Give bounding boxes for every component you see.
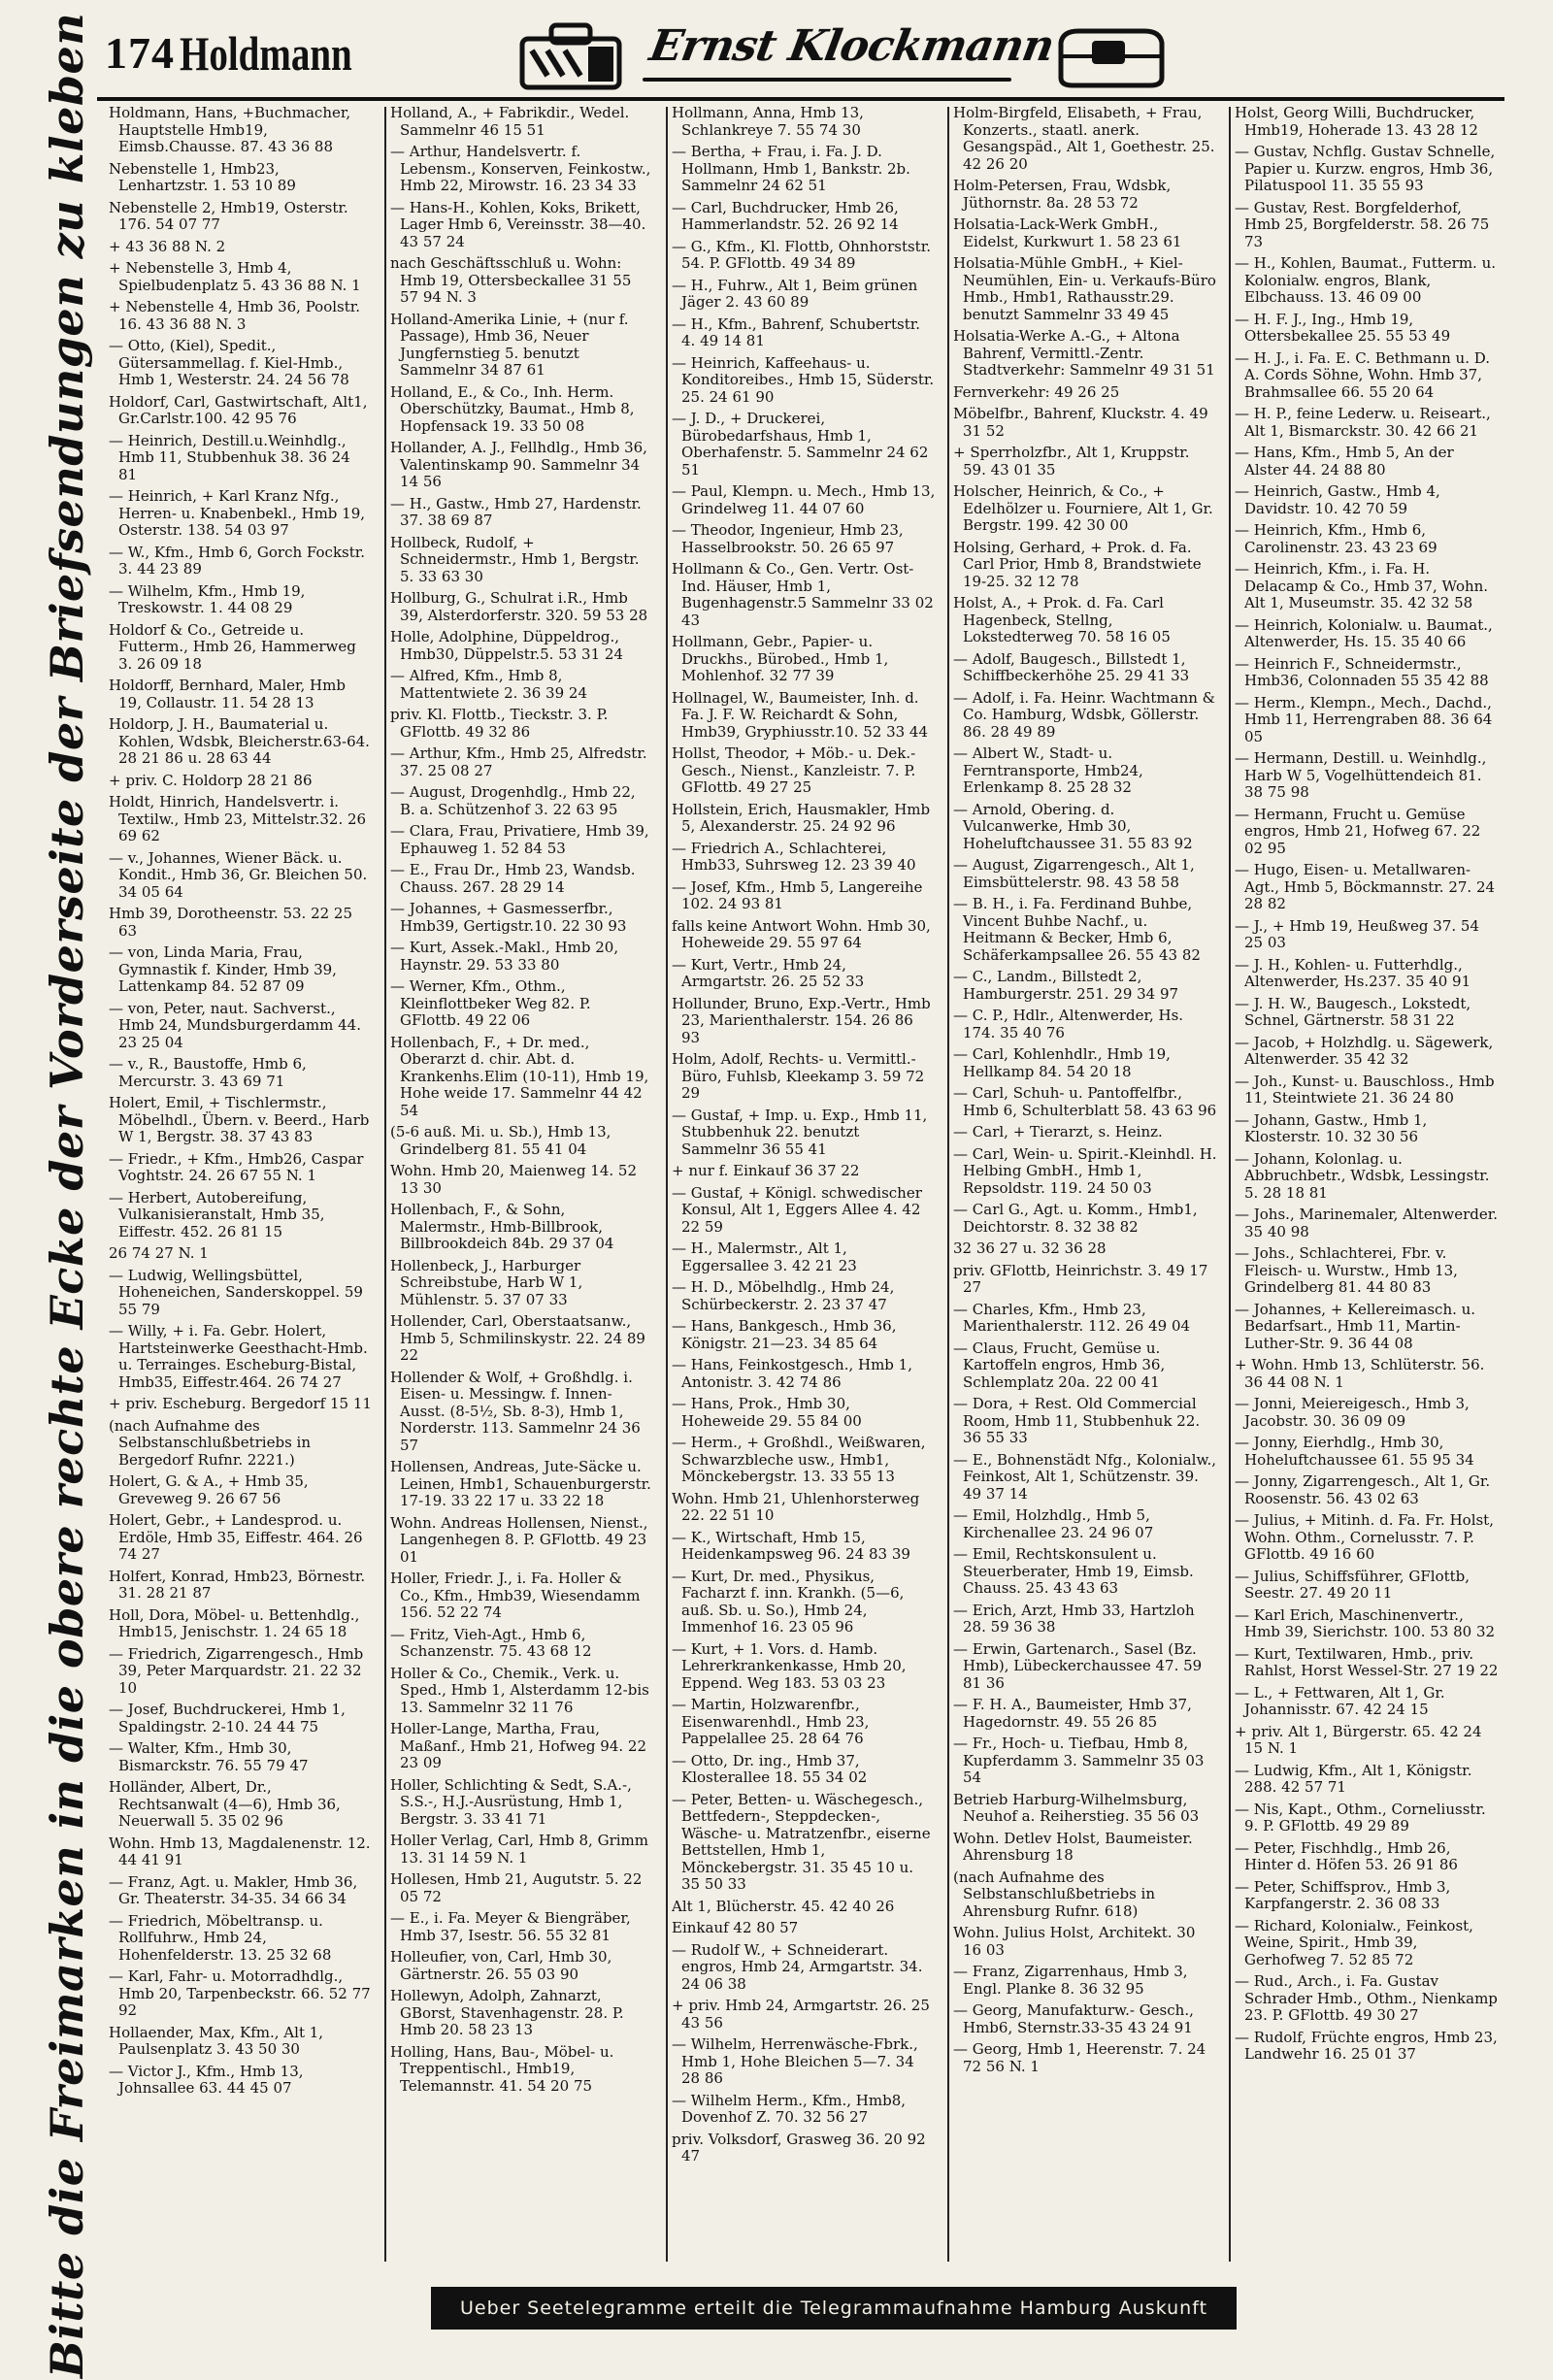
directory-entry: — Heinrich, Kolonialw. u. Baumat., Altenwerder, Hs. 15. 35 40 66 bbox=[1235, 615, 1493, 650]
running-head: Holdmann bbox=[180, 26, 352, 81]
directory-entry: — Gustav, Rest. Borgfelderhof, Hmb 25, Borgfelderstr. 58. 26 75 73 bbox=[1235, 198, 1490, 250]
directory-entry: — E., Bohnenstädt Nfg., Kolonialw., Feinkost, Alt 1, Schützenstr. 39. 49 37 14 bbox=[953, 1450, 1217, 1503]
directory-entry: Hollesen, Hmb 21, Augutstr. 5. 22 05 72 bbox=[390, 1870, 643, 1905]
directory-columns bbox=[109, 105, 1497, 2269]
directory-entry: — Heinrich F., Schneidermstr., Hmb36, Colonnaden 55 35 42 88 bbox=[1235, 654, 1489, 689]
directory-entry: Wohn. Hmb 21, Uhlenhorsterweg 22. 22 51 10 bbox=[672, 1489, 920, 1524]
directory-entry: — Hermann, Destill. u. Weinhdlg., Harb W 5, Vogelhüttendeich 81. 38 75 98 bbox=[1235, 749, 1487, 801]
directory-entry: Holert, Emil, + Tischlermstr., Möbelhdl., Übern. v. Beerd., Harb W 1, Bergstr. 38. 37 43 83 bbox=[109, 1094, 370, 1145]
directory-entry: Hollensen, Andreas, Jute-Säcke u. Leinen, Hmb1, Schauenburgerstr. 17-19. 33 22 17 u. 33 22 18 bbox=[390, 1458, 651, 1509]
directory-entry: — Herm., Klempn., Mech., Dachd., Hmb 11, Herrengraben 88. 36 64 05 bbox=[1235, 693, 1493, 745]
directory-entry: Hollenbach, F., & Sohn, Malermstr., Hmb-Billbrook, Billbrookdeich 84b. 29 37 04 bbox=[390, 1201, 614, 1252]
column-1 bbox=[109, 105, 373, 2269]
directory-entry: — H. J., i. Fa. E. C. Bethmann u. D. A. Cords Söhne, Wohn. Hmb 37, Brahmsallee 66. 55 20 64 bbox=[1235, 348, 1491, 401]
directory-entry: Hollstein, Erich, Hausmakler, Hmb 5, Alexanderstr. 25. 24 92 96 bbox=[672, 800, 931, 835]
directory-entry: — von, Peter, naut. Sachverst., Hmb 24, Mundsburgerdamm 44. 23 25 04 bbox=[109, 999, 361, 1051]
directory-entry: + priv. C. Holdorp 28 21 86 bbox=[109, 771, 313, 789]
directory-entry: Alt 1, Blücherstr. 45. 42 40 26 bbox=[672, 1897, 895, 1915]
directory-entry: — E., i. Fa. Meyer & Biengräber, Hmb 37, Isestr. 56. 55 32 81 bbox=[390, 1909, 631, 1944]
directory-entry: (nach Aufnahme des Selbstanschlußbetriebs in Ahrensburg Rufnr. 618) bbox=[953, 1868, 1155, 1920]
directory-entry: Hollmann & Co., Gen. Vertr. Ost-Ind. Häuser, Hmb 1, Bugenhagenstr.5 Sammelnr 33 02 43 bbox=[672, 560, 934, 629]
directory-entry: — Georg, Manufakturw.- Gesch., Hmb6, Sternstr.33-35 43 24 91 bbox=[953, 2001, 1194, 2036]
directory-entry: — L., + Fettwaren, Alt 1, Gr. Johannisstr. 67. 42 24 15 bbox=[1235, 1683, 1445, 1718]
directory-entry: Hollaender, Max, Kfm., Alt 1, Paulsenplatz 3. 43 50 30 bbox=[109, 2023, 324, 2058]
page-header bbox=[0, 0, 1553, 107]
directory-entry: Holdorf, Carl, Gastwirtschaft, Alt1, Gr.Carlstr.100. 42 95 76 bbox=[109, 392, 368, 427]
directory-entry: — C., Landm., Billstedt 2, Hamburgerstr. 251. 29 34 97 bbox=[953, 968, 1179, 1003]
directory-entry: — B. H., i. Fa. Ferdinand Buhbe, Vincent Buhbe Nachf., u. Heitmann & Becker, Hmb 6, Schäferkampsallee 26. 55 43 82 bbox=[953, 895, 1201, 964]
directory-entry: Möbelfbr., Bahrenf, Kluckstr. 4. 49 31 52 bbox=[953, 405, 1208, 440]
directory-entry: Holdorp, J. H., Baumaterial u. Kohlen, Wdsbk, Bleicherstr.63-64. 28 21 86 u. 28 63 44 bbox=[109, 715, 370, 767]
brand-logo: Ernst Klockmann bbox=[645, 21, 1058, 71]
column-2 bbox=[390, 105, 654, 2269]
directory-entry: Einkauf 42 80 57 bbox=[672, 1919, 799, 1936]
directory-entry: Hollunder, Bruno, Exp.-Vertr., Hmb 23, Marienthalerstr. 154. 26 86 93 bbox=[672, 994, 931, 1046]
directory-entry: Hollburg, G., Schulrat i.R., Hmb 39, Alsterdorferstr. 320. 59 53 28 bbox=[390, 589, 648, 624]
directory-entry: — H., Malermstr., Alt 1, Eggersallee 3. 42 21 23 bbox=[672, 1240, 857, 1274]
directory-entry: — Adolf, Baugesch., Billstedt 1, Schiffbeckerhöhe 25. 29 41 33 bbox=[953, 649, 1190, 684]
directory-entry: — Richard, Kolonialw., Feinkost, Weine, Spirit., Hmb 39, Gerhofweg 7. 52 85 72 bbox=[1235, 1916, 1473, 1968]
directory-entry: — Kurt, Assek.-Makl., Hmb 20, Haynstr. 29. 53 33 80 bbox=[390, 939, 619, 974]
directory-entry: Holler Verlag, Carl, Hmb 8, Grimm 13. 31 14 59 N. 1 bbox=[390, 1832, 648, 1867]
directory-entry: Holleufier, von, Carl, Hmb 30, Gärtnerstr. 26. 55 03 90 bbox=[390, 1948, 612, 1983]
directory-entry: falls keine Antwort Wohn. Hmb 30, Hoheweide 29. 55 97 64 bbox=[672, 916, 931, 951]
directory-entry: priv. Volksdorf, Grasweg 36. 20 92 47 bbox=[672, 2130, 926, 2165]
directory-entry: Holler-Lange, Martha, Frau, Maßanf., Hmb 21, Hofweg 94. 22 23 09 bbox=[390, 1720, 647, 1771]
directory-entry: — Arnold, Obering. d. Vulcanwerke, Hmb 30, Hoheluftchaussee 31. 55 83 92 bbox=[953, 800, 1193, 852]
directory-entry: — Kurt, Textilwaren, Hmb., priv. Rahlst, Horst Wessel-Str. 27 19 22 bbox=[1235, 1644, 1499, 1679]
directory-entry: — Peter, Fischhdlg., Hmb 26, Hinter d. Höfen 53. 26 91 86 bbox=[1235, 1838, 1458, 1873]
directory-entry: Wohn. Andreas Hollensen, Nienst., Langenhegen 8. P. GFlottb. 49 23 01 bbox=[390, 1513, 648, 1566]
directory-entry: — Wilhelm Herm., Kfm., Hmb8, Dovenhof Z. 70. 32 56 27 bbox=[672, 2091, 907, 2126]
directory-entry: — Herm., + Großhdl., Weißwaren, Schwarzbleche usw., Hmb1, Mönckebergstr. 13. 33 55 13 bbox=[672, 1434, 926, 1485]
directory-entry: — Karl Erich, Maschinenvertr., Hmb 39, Sierichstr. 100. 53 80 32 bbox=[1235, 1605, 1496, 1640]
directory-entry: Holländer, Albert, Dr., Rechtsanwalt (4—6), Hmb 36, Neuerwall 5. 35 02 96 bbox=[109, 1778, 341, 1830]
directory-entry: — Heinrich, + Karl Kranz Nfg., Herren- u. Knabenbekl., Hmb 19, Osterstr. 138. 54 03 97 bbox=[109, 487, 366, 539]
directory-entry: 26 74 27 N. 1 bbox=[109, 1244, 209, 1262]
directory-entry: — Johannes, + Kellereimasch. u. Bedarfsart., Hmb 11, Martin-Luther-Str. 9. 36 44 08 bbox=[1235, 1300, 1476, 1352]
directory-entry: + Wohn. Hmb 13, Schlüterstr. 56. 36 44 08 N. 1 bbox=[1235, 1356, 1485, 1391]
directory-entry: — Jonny, Zigarrengesch., Alt 1, Gr. Roosenstr. 56. 43 02 63 bbox=[1235, 1472, 1491, 1507]
directory-entry: Holst, A., + Prok. d. Fa. Carl Hagenbeck, Stellng, Lokstedterweg 70. 58 16 05 bbox=[953, 594, 1171, 645]
directory-entry: — Dora, + Rest. Old Commercial Room, Hmb 11, Stubbenhuk 22. 36 55 33 bbox=[953, 1395, 1201, 1446]
directory-entry: — Werner, Kfm., Othm., Kleinflottbeker Weg 82. P. GFlottb. 49 22 06 bbox=[390, 977, 591, 1029]
directory-entry: — Fritz, Vieh-Agt., Hmb 6, Schanzenstr. 75. 43 68 12 bbox=[390, 1625, 592, 1660]
directory-entry: Holland, A., + Fabrikdir., Wedel. Sammelnr 46 15 51 bbox=[390, 105, 630, 139]
directory-entry: — August, Zigarrengesch., Alt 1, Eimsbüttelerstr. 98. 43 58 58 bbox=[953, 856, 1195, 891]
directory-entry: Wohn. Hmb 13, Magdalenenstr. 12. 44 41 91 bbox=[109, 1834, 371, 1868]
directory-entry: — H., Gastw., Hmb 27, Hardenstr. 37. 38 69 87 bbox=[390, 494, 642, 529]
directory-entry: — Gustaf, + Königl. schwedischer Konsul, Alt 1, Eggers Allee 4. 42 22 59 bbox=[672, 1183, 922, 1236]
directory-entry: — Albert W., Stadt- u. Ferntransporte, Hmb24, Erlenkamp 8. 25 28 32 bbox=[953, 744, 1143, 796]
directory-entry: — Heinrich, Kfm., i. Fa. H. Delacamp & Co., Hmb 37, Wohn. Alt 1, Museumstr. 35. 42 32 58 bbox=[1235, 560, 1489, 612]
directory-entry: — C. P., Hdlr., Altenwerder, Hs. 174. 35 40 76 bbox=[953, 1007, 1184, 1041]
directory-entry: — Clara, Frau, Privatiere, Hmb 39, Ephauweg 1. 52 84 53 bbox=[390, 822, 649, 857]
directory-entry: — Kurt, Dr. med., Physikus, Facharzt f. inn. Krankh. (5—6, auß. Sb. u. So.), Hmb 24, Immenhof 16. 23 05 96 bbox=[672, 1567, 905, 1636]
directory-entry: — Martin, Holzwarenfbr., Eisenwarenhdl., Hmb 23, Pappelallee 25. 28 64 76 bbox=[672, 1696, 870, 1747]
directory-entry: — K., Wirtschaft, Hmb 15, Heidenkampsweg 96. 24 83 39 bbox=[672, 1528, 910, 1563]
directory-entry: — Arthur, Kfm., Hmb 25, Alfredstr. 37. 25 08 27 bbox=[390, 744, 647, 779]
trunk-icon bbox=[1053, 17, 1170, 91]
directory-entry: — Julius, Schiffsführer, GFlottb, Seestr. 27. 49 20 11 bbox=[1235, 1567, 1470, 1602]
directory-entry: — Fr., Hoch- u. Tiefbau, Hmb 8, Kupferdamm 3. Sammelnr 35 03 54 bbox=[953, 1735, 1205, 1786]
directory-entry: — Ludwig, Wellingsbüttel, Hoheneichen, Sanderskoppel. 59 55 79 bbox=[109, 1266, 363, 1318]
directory-entry: Holsing, Gerhard, + Prok. d. Fa. Carl Prior, Hmb 8, Brandstwiete 19-25. 32 12 78 bbox=[953, 538, 1202, 590]
directory-entry: Hmb 39, Dorotheenstr. 53. 22 25 63 bbox=[109, 905, 353, 940]
directory-entry: — F. H. A., Baumeister, Hmb 37, Hagedornstr. 49. 55 26 85 bbox=[953, 1696, 1192, 1731]
directory-entry: — W., Kfm., Hmb 6, Gorch Fockstr. 3. 44 23 89 bbox=[109, 543, 366, 578]
directory-entry: Nebenstelle 2, Hmb19, Osterstr. 176. 54 07 77 bbox=[109, 198, 348, 233]
directory-entry: — Heinrich, Gastw., Hmb 4, Davidstr. 10. 42 70 59 bbox=[1235, 482, 1440, 517]
directory-entry: — Jacob, + Holzhdlg. u. Sägewerk, Altenwerder. 35 42 32 bbox=[1235, 1033, 1494, 1068]
directory-entry: — Johann, Gastw., Hmb 1, Klosterstr. 10. 32 30 56 bbox=[1235, 1110, 1428, 1145]
directory-entry: — Julius, + Mitinh. d. Fa. Fr. Holst, Wohn. Othm., Cornelusstr. 7. P. GFlottb. 49 16 60 bbox=[1235, 1511, 1494, 1563]
footer-banner: Ueber Seetelegramme erteilt die Telegrammaufnahme Hamburg Auskunft bbox=[431, 2287, 1237, 2330]
directory-entry: — Josef, Kfm., Hmb 5, Langereihe 102. 24 93 81 bbox=[672, 877, 923, 912]
directory-entry: — J. H., Kohlen- u. Futterhdlg., Altenwerder, Hs.237. 35 40 91 bbox=[1235, 955, 1471, 990]
directory-entry: nach Geschäftsschluß u. Wohn: Hmb 19, Ottersbeckallee 31 55 57 94 N. 3 bbox=[390, 254, 632, 306]
directory-entry: — Peter, Schiffsprov., Hmb 3, Karpfangerstr. 2. 36 08 33 bbox=[1235, 1877, 1451, 1912]
directory-entry: — Willy, + i. Fa. Gebr. Holert, Hartsteinwerke Geesthacht-Hmb. u. Terrainges. Escheburg-Bistal, Hmb35, Eiffestr.464. 26 74 27 bbox=[109, 1322, 368, 1391]
directory-entry: — v., Johannes, Wiener Bäck. u. Kondit., Hmb 36, Gr. Bleichen 50. 34 05 64 bbox=[109, 848, 368, 901]
directory-entry: — Peter, Betten- u. Wäschegesch., Bettfedern-, Steppdecken-, Wäsche- u. Matratzenfbr., eiserne Bettstellen, Hmb 1, Mönckebergstr. 31. 35 45 10 u. 35 50 33 bbox=[672, 1790, 931, 1893]
directory-entry: Nebenstelle 1, Hmb23, Lenhartzstr. 1. 53 10 89 bbox=[109, 159, 296, 194]
directory-entry: Wohn. Detlev Holst, Baumeister. Ahrensburg 18 bbox=[953, 1829, 1193, 1864]
directory-entry: Hollst, Theodor, + Möb.- u. Dek.-Gesch., Nienst., Kanzleistr. 7. P. GFlottb. 49 27 25 bbox=[672, 744, 916, 796]
directory-entry: — Jonny, Eierhdlg., Hmb 30, Hoheluftchaussee 61. 55 95 34 bbox=[1235, 1434, 1474, 1469]
directory-entry: Holert, Gebr., + Landesprod. u. Erdöle, Hmb 35, Eiffestr. 464. 26 74 27 bbox=[109, 1511, 363, 1563]
directory-entry: Holland-Amerika Linie, + (nur f. Passage), Hmb 36, Neuer Jungfernstieg 5. benutzt Sammelnr 34 87 61 bbox=[390, 310, 629, 379]
directory-entry: Holl, Dora, Möbel- u. Bettenhdlg., Hmb15, Jenischstr. 1. 24 65 18 bbox=[109, 1605, 360, 1640]
directory-entry: — H., Kohlen, Baumat., Futterm. u. Kolonialw. engros, Blank, Elbchauss. 13. 46 09 00 bbox=[1235, 254, 1497, 306]
directory-entry: — von, Linda Maria, Frau, Gymnastik f. Kinder, Hmb 39, Lattenkamp 84. 52 87 09 bbox=[109, 943, 337, 995]
directory-entry: — Carl, Kohlenhdlr., Hmb 19, Hellkamp 84. 54 20 18 bbox=[953, 1045, 1171, 1080]
column-5 bbox=[1235, 105, 1499, 2269]
directory-entry: Fernverkehr: 49 26 25 bbox=[953, 382, 1120, 401]
directory-entry: Hollander, A. J., Fellhdlg., Hmb 36, Valentinskamp 90. Sammelnr 34 14 56 bbox=[390, 439, 647, 490]
directory-entry: + Nebenstelle 4, Hmb 36, Poolstr. 16. 43 36 88 N. 3 bbox=[109, 298, 361, 333]
directory-entry: — J., + Hmb 19, Heußweg 37. 54 25 03 bbox=[1235, 916, 1479, 951]
directory-entry: Hollender & Wolf, + Großhdlg. i. Eisen- u. Messingw. f. Innen-Ausst. (8-5½, Sb. 8-3), Hmb 1, Norderstr. 113. Sammelnr 24 36 57 bbox=[390, 1368, 641, 1454]
directory-entry: Holdorff, Bernhard, Maler, Hmb 19, Collaustr. 11. 54 28 13 bbox=[109, 677, 346, 711]
directory-entry: — H., Fuhrw., Alt 1, Beim grünen Jäger 2. 43 60 89 bbox=[672, 276, 918, 311]
directory-entry: — Heinrich, Kaffeehaus- u. Konditoreibes., Hmb 15, Süderstr. 25. 24 61 90 bbox=[672, 353, 935, 406]
directory-entry: — Jonni, Meiereigesch., Hmb 3, Jacobstr. 30. 36 09 09 bbox=[1235, 1395, 1470, 1430]
directory-entry: — Emil, Holzhdlg., Hmb 5, Kirchenallee 23. 24 96 07 bbox=[953, 1506, 1154, 1541]
directory-entry: + priv. Alt 1, Bürgerstr. 65. 42 24 15 N. 1 bbox=[1235, 1722, 1482, 1757]
directory-entry: — Gustav, Nchflg. Gustav Schnelle, Papier u. Kurzw. engros, Hmb 36, Pilatuspool 11. 35 55 93 bbox=[1235, 143, 1496, 194]
directory-entry: Holland, E., & Co., Inh. Herm. Oberschützky, Baumat., Hmb 8, Hopfensack 19. 33 50 08 bbox=[390, 382, 635, 435]
directory-entry: — Emil, Rechtskonsulent u. Steuerberater, Hmb 19, Eimsb. Chauss. 25. 43 43 63 bbox=[953, 1545, 1194, 1597]
directory-entry: — Kurt, Vertr., Hmb 24, Armgartstr. 26. 25 52 33 bbox=[672, 955, 865, 990]
directory-entry: — Charles, Kfm., Hmb 23, Marienthalerstr. 112. 26 49 04 bbox=[953, 1300, 1191, 1335]
directory-entry: Holm-Birgfeld, Elisabeth, + Frau, Konzerts., staatl. anerk. Gesangspäd., Alt 1, Goethestr. 25. 42 26 20 bbox=[953, 105, 1215, 173]
directory-entry: — Herbert, Autobereifung, Vulkanisieranstalt, Hmb 35, Eiffestr. 452. 26 81 15 bbox=[109, 1188, 325, 1240]
directory-entry: — Johannes, + Gasmesserfbr., Hmb39, Gertigstr.10. 22 30 93 bbox=[390, 900, 627, 935]
column-4 bbox=[953, 105, 1217, 2269]
directory-entry: — H. P., feine Lederw. u. Reiseart., Alt 1, Bismarckstr. 30. 42 66 21 bbox=[1235, 405, 1491, 440]
directory-entry: — Carl G., Agt. u. Komm., Hmb1, Deichtorstr. 8. 32 38 82 bbox=[953, 1201, 1198, 1236]
directory-entry: + Nebenstelle 3, Hmb 4, Spielbudenplatz 5. 43 36 88 N. 1 bbox=[109, 259, 361, 294]
directory-entry: — Friedr., + Kfm., Hmb26, Caspar Voghtstr. 24. 26 67 55 N. 1 bbox=[109, 1149, 364, 1184]
directory-entry: — Nis, Kapt., Othm., Corneliusstr. 9. P. GFlottb. 49 29 89 bbox=[1235, 1800, 1486, 1835]
directory-entry: — Friedrich, Zigarrengesch., Hmb 39, Peter Marquardstr. 21. 22 32 10 bbox=[109, 1644, 364, 1697]
directory-entry: — Claus, Frucht, Gemüse u. Kartoffeln engros, Hmb 36, Schlemplatz 20a. 22 00 41 bbox=[953, 1339, 1166, 1391]
directory-entry: Hollenbach, F., + Dr. med., Oberarzt d. chir. Abt. d. Krankenhs.Elim (10-11), Hmb 19, Hohe weide 17. Sammelnr 44 42 54 bbox=[390, 1033, 649, 1119]
directory-entry: Holdt, Hinrich, Handelsvertr. i. Textilw., Hmb 23, Mittelstr.32. 26 69 62 bbox=[109, 793, 367, 844]
directory-entry: — Rudolf, Früchte engros, Hmb 23, Landwehr 16. 25 01 37 bbox=[1235, 2028, 1498, 2063]
directory-entry: Holsatia-Lack-Werk GmbH., Eidelst, Kurkwurt 1. 58 23 61 bbox=[953, 215, 1182, 250]
directory-entry: — Hans, Feinkostgesch., Hmb 1, Antonistr. 3. 42 74 86 bbox=[672, 1356, 912, 1391]
directory-entry: — E., Frau Dr., Hmb 23, Wandsb. Chauss. 267. 28 29 14 bbox=[390, 861, 636, 896]
page-number: 174 bbox=[105, 28, 175, 78]
directory-entry: Hollmann, Gebr., Papier- u. Druckhs., Bürobed., Hmb 1, Mohlenhof. 32 77 39 bbox=[672, 633, 889, 684]
directory-entry: — G., Kfm., Kl. Flottb, Ohnhorststr. 54. P. GFlottb. 49 34 89 bbox=[672, 237, 931, 272]
directory-entry: Holm-Petersen, Frau, Wdsbk, Jüthornstr. 8a. 28 53 72 bbox=[953, 177, 1172, 212]
directory-entry: — Hugo, Eisen- u. Metallwaren-Agt., Hmb 5, Böckmannstr. 27. 24 28 82 bbox=[1235, 861, 1496, 912]
directory-entry: — Carl, Buchdrucker, Hmb 26, Hammerlandstr. 52. 26 92 14 bbox=[672, 198, 899, 233]
directory-entry: — Ludwig, Kfm., Alt 1, Königstr. 288. 42 57 71 bbox=[1235, 1761, 1472, 1796]
directory-entry: — Carl, + Tierarzt, s. Heinz. bbox=[953, 1123, 1163, 1140]
directory-entry: Hollnagel, W., Baumeister, Inh. d. Fa. J. F. W. Reichardt & Sohn, Hmb39, Gryphiusstr.10. 52 33 44 bbox=[672, 688, 929, 741]
directory-entry: — Rud., Arch., i. Fa. Gustav Schrader Hmb., Othm., Nienkamp 23. P. GFlottb. 49 30 27 bbox=[1235, 1972, 1498, 2024]
directory-entry: — Erich, Arzt, Hmb 33, Hartzloh 28. 59 36 38 bbox=[953, 1601, 1195, 1636]
directory-entry: — Otto, Dr. ing., Hmb 37, Klosterallee 18. 55 34 02 bbox=[672, 1751, 868, 1786]
directory-entry: Holling, Hans, Bau-, Möbel- u. Treppentischl., Hmb19, Telemannstr. 41. 54 20 75 bbox=[390, 2042, 614, 2095]
directory-entry: — Johs., Schlachterei, Fbr. v. Fleisch- u. Wurstw., Hmb 13, Grindelberg 81. 44 80 83 bbox=[1235, 1244, 1458, 1296]
directory-entry: — Johs., Marinemaler, Altenwerder. 35 40 98 bbox=[1235, 1206, 1499, 1240]
directory-entry: — Rudolf W., + Schneiderart. engros, Hmb 24, Armgartstr. 34. 24 06 38 bbox=[672, 1940, 923, 1993]
directory-entry: — Otto, (Kiel), Spedit., Gütersammellag. f. Kiel-Hmb., Hmb 1, Westerstr. 24. 24 56 78 bbox=[109, 337, 349, 388]
directory-entry: Holdorf & Co., Getreide u. Futterm., Hmb 26, Hammerweg 3. 26 09 18 bbox=[109, 620, 356, 673]
directory-entry: (nach Aufnahme des Selbstanschlußbetriebs in Bergedorf Rufnr. 2221.) bbox=[109, 1416, 311, 1469]
directory-entry: — Josef, Buchdruckerei, Hmb 1, Spaldingstr. 2-10. 24 44 75 bbox=[109, 1701, 346, 1735]
side-instruction: Bitte die Freimarken in die obere rechte Ecke der Vorderseite der Briefsendungen zu kleben bbox=[41, 12, 93, 2378]
header-rule bbox=[97, 97, 1504, 101]
header-advertisement bbox=[514, 17, 1504, 91]
directory-entry: — Joh., Kunst- u. Bauschloss., Hmb 11, Steintwiete 21. 36 24 80 bbox=[1235, 1072, 1495, 1107]
directory-entry: Holler & Co., Chemik., Verk. u. Sped., Hmb 1, Alsterdamm 12-bis 13. Sammelnr 32 11 76 bbox=[390, 1664, 649, 1716]
directory-entry: Holler, Friedr. J., i. Fa. Holler & Co., Kfm., Hmb39, Wiesendamm 156. 52 22 74 bbox=[390, 1570, 641, 1621]
directory-entry: Wohn. Hmb 20, Maienweg 14. 52 13 30 bbox=[390, 1162, 638, 1197]
directory-entry: — Alfred, Kfm., Hmb 8, Mattentwiete 2. 36 39 24 bbox=[390, 667, 587, 702]
directory-entry: — Gustaf, + Imp. u. Exp., Hmb 11, Stubbenhuk 22. benutzt Sammelnr 36 55 41 bbox=[672, 1106, 928, 1158]
directory-entry: + priv. Escheburg. Bergedorf 15 11 bbox=[109, 1395, 372, 1412]
column-3 bbox=[672, 105, 936, 2269]
directory-entry: Betrieb Harburg-Wilhelmsburg, Neuhof a. Reiherstieg. 35 56 03 bbox=[953, 1790, 1200, 1825]
directory-entry: — Hans, Bankgesch., Hmb 36, Königstr. 21—23. 34 85 64 bbox=[672, 1317, 897, 1352]
directory-entry: Holfert, Konrad, Hmb23, Börnestr. 31. 28 21 87 bbox=[109, 1567, 366, 1602]
directory-entry: — Hans, Prok., Hmb 30, Hoheweide 29. 55 84 00 bbox=[672, 1395, 862, 1430]
directory-entry: Holler, Schlichting & Sedt, S.A.-, S.S.-, H.J.-Ausrüstung, Hmb 1, Bergstr. 3. 33 41 71 bbox=[390, 1775, 632, 1828]
directory-entry: — Kurt, + 1. Vors. d. Hamb. Lehrerkrankenkasse, Hmb 20, Eppend. Weg 183. 53 03 23 bbox=[672, 1639, 907, 1692]
directory-entry: Holsatia-Mühle GmbH., + Kiel-Neumühlen, Ein- u. Verkaufs-Büro Hmb., Hmb1, Rathausstr.29. benutzt Sammelnr 33 49 45 bbox=[953, 254, 1216, 323]
directory-entry: — Georg, Hmb 1, Heerenstr. 7. 24 72 56 N. 1 bbox=[953, 2040, 1206, 2075]
directory-entry: — Arthur, Handelsvertr. f. Lebensm., Konserven, Feinkostw., Hmb 22, Mirowstr. 16. 23 34 33 bbox=[390, 143, 651, 194]
directory-entry: — J. D., + Druckerei, Bürobedarfshaus, Hmb 1, Oberhafenstr. 5. Sammelnr 24 62 51 bbox=[672, 410, 929, 479]
directory-entry: Wohn. Julius Holst, Architekt. 30 16 03 bbox=[953, 1924, 1196, 1959]
directory-entry: — Walter, Kfm., Hmb 30, Bismarckstr. 76. 55 79 47 bbox=[109, 1739, 309, 1774]
directory-entry: Holle, Adolphine, Düppeldrog., Hmb30, Düppelstr.5. 53 31 24 bbox=[390, 628, 623, 663]
directory-entry: Hollenbeck, J., Harburger Schreibstube, Harb W 1, Mühlenstr. 5. 37 07 33 bbox=[390, 1256, 583, 1308]
directory-entry: — Johann, Kolonlag. u. Abbruchbetr., Wdsbk, Lessingstr. 5. 28 18 81 bbox=[1235, 1149, 1490, 1202]
directory-entry: — Hermann, Frucht u. Gemüse engros, Hmb 21, Hofweg 67. 22 02 95 bbox=[1235, 805, 1481, 857]
directory-entry: — J. H. W., Baugesch., Lokstedt, Schnel, Gärtnerstr. 58 31 22 bbox=[1235, 994, 1471, 1029]
directory-entry: + 43 36 88 N. 2 bbox=[109, 237, 226, 255]
directory-entry: — Franz, Zigarrenhaus, Hmb 3, Engl. Planke 8. 36 32 95 bbox=[953, 1963, 1188, 1998]
directory-entry: — Hans, Kfm., Hmb 5, An der Alster 44. 24 88 80 bbox=[1235, 444, 1454, 479]
brand-underline bbox=[643, 78, 1011, 82]
directory-entry: Hollmann, Anna, Hmb 13, Schlankreye 7. 55 74 30 bbox=[672, 105, 864, 139]
directory-entry: priv. GFlottb, Heinrichstr. 3. 49 17 27 bbox=[953, 1261, 1208, 1296]
directory-entry: — H., Kfm., Bahrenf, Schubertstr. 4. 49 14 81 bbox=[672, 314, 921, 349]
directory-entry: Holst, Georg Willi, Buchdrucker, Hmb19, Hoherade 13. 43 28 12 bbox=[1235, 105, 1478, 139]
directory-entry: — H. F. J., Ing., Hmb 19, Ottersbekallee 25. 55 53 49 bbox=[1235, 310, 1451, 345]
directory-entry: — Paul, Klempn. u. Mech., Hmb 13, Grindelweg 11. 44 07 60 bbox=[672, 482, 936, 517]
directory-entry: 32 36 27 u. 32 36 28 bbox=[953, 1240, 1107, 1257]
directory-entry: Holsatia-Werke A.-G., + Altona Bahrenf, Vermittl.-Zentr. Stadtverkehr: Sammelnr 49 31 51 bbox=[953, 327, 1215, 379]
directory-entry: Hollender, Carl, Oberstaatsanw., Hmb 5, Schmilinskystr. 22. 24 89 22 bbox=[390, 1312, 645, 1364]
directory-entry: Holm, Adolf, Rechts- u. Vermittl.-Büro, Fuhlsb, Kleekamp 3. 59 72 29 bbox=[672, 1050, 925, 1102]
directory-entry: Hollewyn, Adolph, Zahnarzt, GBorst, Stavenhagenstr. 28. P. Hmb 20. 58 23 13 bbox=[390, 1987, 624, 2038]
directory-entry: Hollbeck, Rudolf, + Schneidermstr., Hmb 1, Bergstr. 5. 33 63 30 bbox=[390, 533, 640, 585]
directory-entry: — Friedrich, Möbeltransp. u. Rollfuhrw., Hmb 24, Hohenfelderstr. 13. 25 32 68 bbox=[109, 1911, 332, 1964]
directory-entry: + priv. Hmb 24, Armgartstr. 26. 25 43 56 bbox=[672, 1997, 930, 2032]
directory-entry: — v., R., Baustoffe, Hmb 6, Mercurstr. 3. 43 69 71 bbox=[109, 1055, 307, 1090]
directory-entry: — Carl, Schuh- u. Pantoffelfbr., Hmb 6, Schulterblatt 58. 43 63 96 bbox=[953, 1084, 1217, 1119]
directory-entry: — Hans-H., Kohlen, Koks, Brikett, Lager Hmb 6, Vereinsstr. 38—40. 43 57 24 bbox=[390, 198, 646, 250]
directory-entry: Holert, G. & A., + Hmb 35, Greveweg 9. 26 67 56 bbox=[109, 1472, 309, 1507]
directory-entry: + nur f. Einkauf 36 37 22 bbox=[672, 1162, 860, 1179]
directory-entry: — August, Drogenhdlg., Hmb 22, B. a. Schützenhof 3. 22 63 95 bbox=[390, 783, 636, 818]
directory-entry: priv. Kl. Flottb., Tieckstr. 3. P. GFlottb. 49 32 86 bbox=[390, 706, 609, 741]
directory-entry: Holdmann, Hans, +Buchmacher, Hauptstelle Hmb19, Eimsb.Chausse. 87. 43 36 88 bbox=[109, 105, 351, 155]
directory-entry: — Carl, Wein- u. Spirit.-Kleinhdl. H. Helbing GmbH., Hmb 1, Repsoldstr. 119. 24 50 03 bbox=[953, 1144, 1217, 1197]
directory-entry: — Adolf, i. Fa. Heinr. Wachtmann & Co. Hamburg, Wdsbk, Göllerstr. 86. 28 49 89 bbox=[953, 688, 1216, 741]
directory-entry: + Sperrholzfbr., Alt 1, Kruppstr. 59. 43 01 35 bbox=[953, 444, 1190, 479]
directory-entry: — Franz, Agt. u. Makler, Hmb 36, Gr. Theaterstr. 34-35. 34 66 34 bbox=[109, 1872, 358, 1907]
directory-entry: — Bertha, + Frau, i. Fa. J. D. Hollmann, Hmb 1, Bankstr. 2b. Sammelnr 24 62 51 bbox=[672, 143, 910, 194]
directory-entry: — Heinrich, Kfm., Hmb 6, Carolinenstr. 23. 43 23 69 bbox=[1235, 521, 1437, 556]
directory-entry: — Victor J., Kfm., Hmb 13, Johnsallee 63. 44 45 07 bbox=[109, 2062, 304, 2097]
directory-entry: — Karl, Fahr- u. Motorradhdlg., Hmb 20, Tarpenbeckstr. 66. 52 77 92 bbox=[109, 1967, 371, 2019]
directory-entry: — Theodor, Ingenieur, Hmb 23, Hasselbrookstr. 50. 26 65 97 bbox=[672, 521, 904, 556]
directory-entry: — H. D., Möbelhdlg., Hmb 24, Schürbeckerstr. 2. 23 37 47 bbox=[672, 1278, 895, 1313]
directory-entry: — Wilhelm, Herrenwäsche-Fbrk., Hmb 1, Hohe Bleichen 5—7. 34 28 86 bbox=[672, 2035, 918, 2087]
directory-entry: (5-6 auß. Mi. u. Sb.), Hmb 13, Grindelberg 81. 55 41 04 bbox=[390, 1123, 611, 1158]
directory-entry: — Wilhelm, Kfm., Hmb 19, Treskowstr. 1. 44 08 29 bbox=[109, 581, 306, 616]
directory-entry: — Heinrich, Destill.u.Weinhdlg., Hmb 11, Stubbenhuk 38. 36 24 81 bbox=[109, 431, 350, 483]
directory-entry: — Friedrich A., Schlachterei, Hmb33, Suhrsweg 12. 23 39 40 bbox=[672, 839, 916, 874]
directory-entry: — Erwin, Gartenarch., Sasel (Bz. Hmb), Lübeckerchaussee 47. 59 81 36 bbox=[953, 1639, 1203, 1692]
suitcase-icon bbox=[514, 17, 631, 91]
directory-entry: Holscher, Heinrich, & Co., + Edelhölzer u. Fourniere, Alt 1, Gr. Bergstr. 199. 42 30 00 bbox=[953, 482, 1213, 534]
